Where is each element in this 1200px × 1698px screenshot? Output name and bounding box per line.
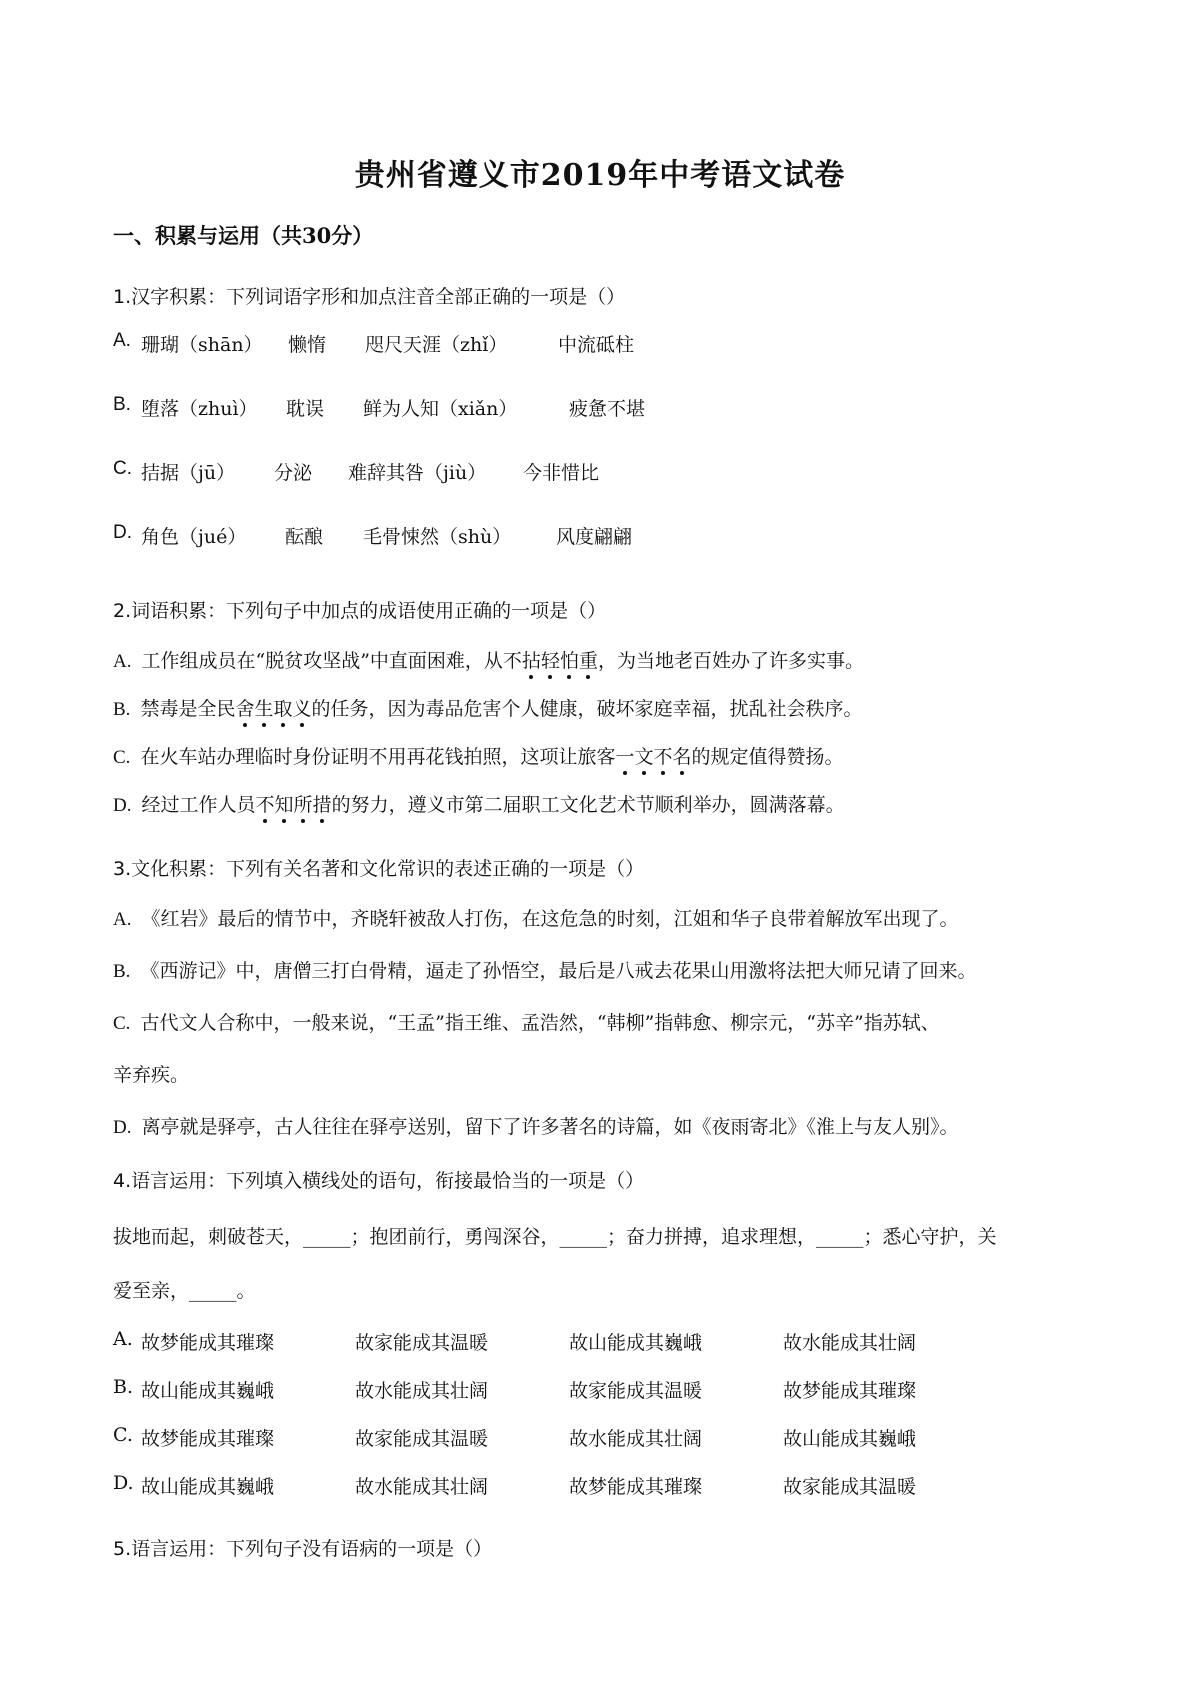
emphasis-dot-char: 名 (672, 746, 692, 768)
option-text: 工作组成员在“脱贫攻坚战”中直面困难，从不 (141, 650, 522, 672)
emphasis-dot-char: 生 (254, 698, 274, 720)
option-letter: D. (113, 1472, 134, 1494)
option-clause-1: 故山能成其巍峨 (141, 1476, 275, 1498)
option-clause-3: 故梦能成其璀璨 (569, 1476, 703, 1498)
q4-option-d[interactable] (113, 1472, 1103, 1502)
q3-option-a[interactable] (113, 904, 1103, 931)
option-word-2: 耽误 (286, 398, 325, 420)
option-word-1: 拮据（jū） (141, 462, 236, 484)
dotted-idiom (235, 698, 311, 720)
option-text: 经过工作人员 (141, 794, 256, 816)
option-word-4: 疲惫不堪 (569, 398, 646, 420)
emphasis-dot-char: 知 (274, 794, 294, 816)
option-letter: A. (113, 330, 131, 351)
option-word-2: 懒惰 (288, 334, 327, 356)
emphasis-dot-char: 重 (578, 650, 598, 672)
option-letter: A. (113, 651, 132, 672)
option-text: 的规定值得赞扬。 (691, 746, 844, 768)
option-clause-4: 故山能成其巍峨 (783, 1428, 917, 1450)
question-1-stem: 1.汉字积累：下列词语字形和加点注音全部正确的一项是（） (113, 286, 626, 308)
option-word-4: 今非惜比 (523, 462, 600, 484)
emphasis-dot-char: 措 (312, 794, 332, 816)
option-text: 的任务，因为毒品危害个人健康，破坏家庭幸福，扰乱社会秩序。 (311, 698, 863, 720)
dotted-idiom (615, 746, 691, 768)
dotted-idiom (256, 794, 332, 816)
option-word-1: 堕落（zhuì） (141, 398, 258, 420)
dotted-idiom (522, 650, 598, 672)
option-letter: D. (113, 522, 132, 543)
q4-passage-line-2: 爱至亲，_____。 (113, 1280, 256, 1302)
emphasis-dot-char: 舍 (235, 698, 255, 720)
option-word-4: 中流砥柱 (558, 334, 635, 356)
option-text: 的努力，遵义市第二届职工文化艺术节顺利举办，圆满落幕。 (331, 794, 845, 816)
option-clause-4: 故梦能成其璀璨 (783, 1380, 917, 1402)
q3-option-c[interactable] (113, 1008, 1103, 1035)
option-text: 离亭就是驿亭，古人往往在驿亭送别，留下了许多著名的诗篇，如《夜雨寄北》《淮上与友人别》。 (141, 1116, 959, 1138)
option-letter: B. (113, 1376, 134, 1398)
option-word-1: 角色（jué） (141, 526, 247, 548)
q2-option-b[interactable] (113, 694, 1103, 721)
emphasis-dot-char: 怕 (559, 650, 579, 672)
option-text: 《西游记》中，唐僧三打白骨精，逼走了孙悟空，最后是八戒去花果山用激将法把大师兄请了回来。 (140, 960, 977, 982)
emphasis-dot-char: 一 (615, 746, 635, 768)
q4-option-c[interactable] (113, 1424, 1103, 1454)
option-text: 禁毒是全民 (140, 698, 236, 720)
option-letter: C. (113, 1424, 133, 1446)
q2-option-a[interactable] (113, 646, 1103, 673)
emphasis-dot-char: 义 (292, 698, 312, 720)
q1-option-d[interactable] (113, 522, 1113, 552)
option-letter: C. (113, 747, 131, 768)
option-letter: D. (113, 1117, 132, 1138)
q3-option-d[interactable] (113, 1112, 1103, 1139)
option-letter: C. (113, 458, 132, 479)
option-word-4: 风度翩翩 (556, 526, 633, 548)
q3-option-c-continued: 辛弃疾。 (113, 1064, 190, 1086)
option-text: ，为当地老百姓办了许多实事。 (597, 650, 864, 672)
question-4-stem: 4.语言运用：下列填入横线处的语句，衔接最恰当的一项是（） (113, 1170, 645, 1192)
emphasis-dot-char: 所 (293, 794, 313, 816)
option-letter: D. (113, 795, 132, 816)
option-clause-1: 故山能成其巍峨 (141, 1380, 275, 1402)
option-text: 古代文人合称中，一般来说，“王孟”指王维、孟浩然，“韩柳”指韩愈、柳宗元，“苏辛”指苏轼、 (140, 1012, 940, 1034)
option-clause-3: 故水能成其壮阔 (569, 1428, 703, 1450)
option-clause-3: 故山能成其巍峨 (569, 1332, 703, 1354)
page-title: 贵州省遵义市2019年中考语文试卷 (354, 158, 846, 193)
option-clause-2: 故家能成其温暖 (355, 1428, 489, 1450)
option-clause-1: 故梦能成其璀璨 (141, 1428, 275, 1450)
option-clause-1: 故梦能成其璀璨 (141, 1332, 275, 1354)
option-word-1: 珊瑚（shān） (141, 334, 263, 356)
emphasis-dot-char: 不 (653, 746, 673, 768)
q1-option-b[interactable] (113, 394, 1113, 424)
emphasis-dot-char: 拈 (521, 650, 541, 672)
option-letter: B. (113, 961, 131, 982)
option-letter: B. (113, 699, 131, 720)
q2-option-d[interactable] (113, 790, 1103, 817)
q1-option-a[interactable] (113, 330, 1113, 360)
option-clause-2: 故水能成其壮阔 (355, 1476, 489, 1498)
option-letter: B. (113, 394, 131, 415)
option-clause-4: 故家能成其温暖 (783, 1476, 917, 1498)
emphasis-dot-char: 文 (634, 746, 654, 768)
question-3-stem: 3.文化积累：下列有关名著和文化常识的表述正确的一项是（） (113, 858, 645, 880)
q4-option-a[interactable] (113, 1328, 1103, 1358)
question-2-stem: 2.词语积累：下列句子中加点的成语使用正确的一项是（） (113, 600, 607, 622)
option-text: 《红岩》最后的情节中，齐晓轩被敌人打伤，在这危急的时刻，江姐和华子良带着解放军出现了。 (141, 908, 959, 930)
option-letter: A. (113, 1328, 133, 1350)
option-letter: C. (113, 1013, 131, 1034)
emphasis-dot-char: 取 (273, 698, 293, 720)
option-text: 在火车站办理临时身份证明不用再花钱拍照，这项让旅客 (140, 746, 616, 768)
option-word-3: 毛骨悚然（shù） (363, 526, 512, 548)
emphasis-dot-char: 不 (255, 794, 275, 816)
option-clause-2: 故家能成其温暖 (355, 1332, 489, 1354)
option-word-3: 难辞其咎（jiù） (348, 462, 487, 484)
q3-option-b[interactable] (113, 956, 1103, 983)
option-letter: A. (113, 909, 132, 930)
option-clause-3: 故家能成其温暖 (569, 1380, 703, 1402)
option-clause-4: 故水能成其壮阔 (783, 1332, 917, 1354)
option-word-2: 酝酿 (285, 526, 324, 548)
section-heading: 一、积累与运用（共30分） (113, 223, 374, 248)
q1-option-c[interactable] (113, 458, 1113, 488)
q2-option-c[interactable] (113, 742, 1103, 769)
question-5-stem: 5.语言运用：下列句子没有语病的一项是（） (113, 1538, 493, 1560)
option-word-2: 分泌 (274, 462, 313, 484)
emphasis-dot-char: 轻 (540, 650, 560, 672)
q4-option-b[interactable] (113, 1376, 1103, 1406)
q4-passage-line-1: 拔地而起，刺破苍天，_____；抱团前行，勇闯深谷，_____；奋力拼搏，追求理想，_____；悉心守护，关 (113, 1226, 997, 1248)
option-word-3: 鲜为人知（xiǎn） (363, 398, 518, 420)
option-clause-2: 故水能成其壮阔 (355, 1380, 489, 1402)
option-word-3: 咫尺天涯（zhǐ） (365, 334, 508, 356)
